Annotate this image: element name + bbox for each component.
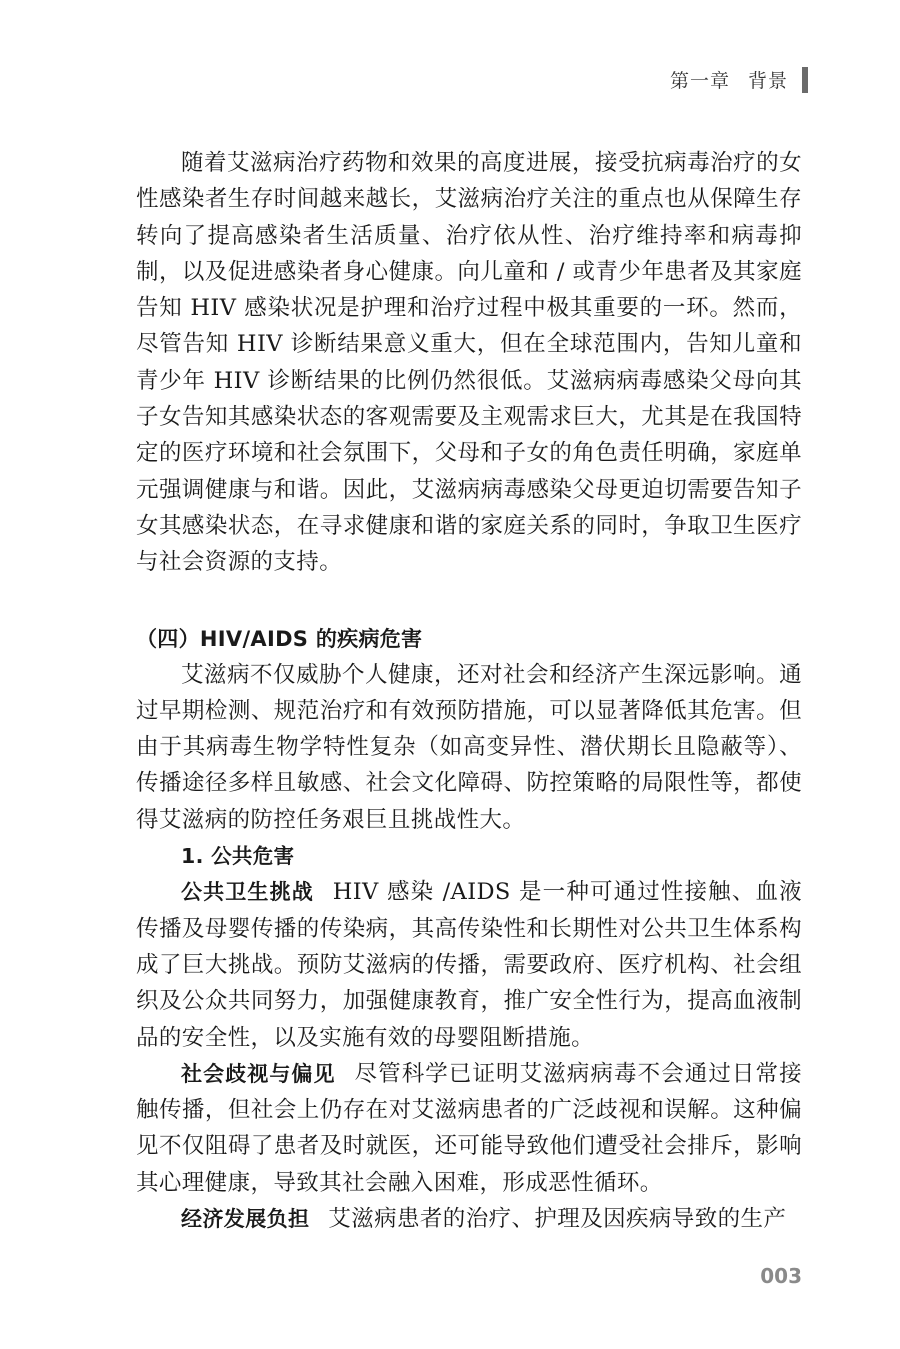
discrimination-paragraph <box>136 1056 802 1201</box>
section-heading: （四）HIV/AIDS 的疾病危害 <box>136 626 423 651</box>
public-health-text: HIV 感染 /AIDS 是一种可通过性接触、血液传播及母婴传播的传染病，其高传染性和长期性对公共卫生体系构成了巨大挑战。预防艾滋病的传播，需要政府、医疗机构、社会组织及公众共同努力，加强健康教育，推广安全性行为，提高血液制品的安全性，以及实施有效的母婴阻断措施。 <box>136 879 802 1051</box>
economic-paragraph <box>136 1201 802 1237</box>
discrimination-title: 社会歧视与偏见 <box>181 1061 336 1086</box>
public-health-title: 公共卫生挑战 <box>181 880 314 905</box>
header-bar-marker <box>802 67 808 93</box>
intro-paragraph: 随着艾滋病治疗药物和效果的高度进展，接受抗病毒治疗的女性感染者生存时间越来越长，艾滋病治疗关注的重点也从保障生存转向了提高感染者生活质量、治疗依从性、治疗维持率和病毒抑制，以及促进感染者身心健康。向儿童和 / 或青少年患者及其家庭告知 HIV 感染状况是护理和治疗过程中极其重要的一环。然而，尽管告知 HIV 诊断结果意义重大，但在全球范围内，告知儿童和青少年 HIV 诊断结果的比例仍然很低。艾滋病病毒感染父母向其子女告知其感染状态的客观需要及主观需求巨大，尤其是在我国特定的医疗环境和社会氛围下，父母和子女的角色责任明确，家庭单元强调健康与和谐。因此，艾滋病病毒感染父母更迫切需要告知子女其感染状态，在寻求健康和谐的家庭关系的同时，争取卫生医疗与社会资源的支持。 <box>136 150 802 576</box>
subheading-public-harm: 1. 公共危害 <box>181 844 295 869</box>
chapter-title: 背景 <box>747 70 788 92</box>
chapter-number: 第一章 <box>669 70 730 92</box>
running-header <box>670 66 808 93</box>
page-body <box>136 145 802 1237</box>
page-number: 003 <box>760 1264 802 1288</box>
public-health-paragraph <box>136 874 802 1055</box>
discrimination-text: 尽管科学已证明艾滋病病毒不会通过日常接触传播，但社会上仍存在对艾滋病患者的广泛歧视和误解。这种偏见不仅阻碍了患者及时就医，还可能导致他们遭受社会排斥，影响其心理健康，导致其社会融入困难，形成恶性循环。 <box>136 1060 802 1196</box>
economic-title: 经济发展负担 <box>181 1207 310 1232</box>
section-intro-paragraph: 艾滋病不仅威胁个人健康，还对社会和经济产生深远影响。通过早期检测、规范治疗和有效预防措施，可以显著降低其危害。但由于其病毒生物学特性复杂（如高变异性、潜伏期长且隐蔽等）、传播途径多样且敏感、社会文化障碍、防控策略的局限性等，都使得艾滋病的防控任务艰巨且挑战性大。 <box>136 661 802 833</box>
economic-text: 艾滋病患者的治疗、护理及因疾病导致的生产 <box>328 1206 787 1233</box>
